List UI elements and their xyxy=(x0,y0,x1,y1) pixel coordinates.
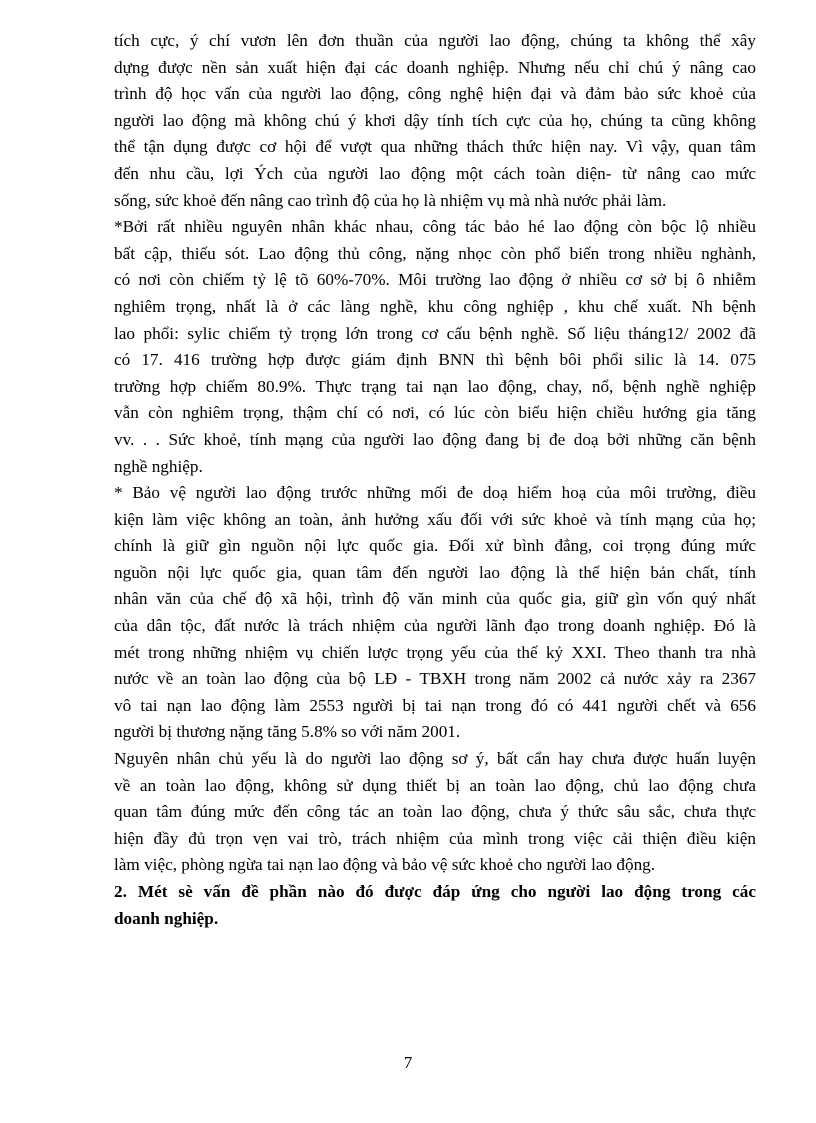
text-line: làm việc, phòng ngừa tai nạn lao động và bảo vệ sức khoẻ cho người lao động. xyxy=(114,855,656,875)
text-line: Nguyên nhân chủ yếu là do người lao động sơ ý, bất cẩn hay chưa được huấn luyện xyxy=(114,749,756,769)
heading-line: doanh nghiệp. xyxy=(114,908,219,928)
paragraph-4 xyxy=(114,746,756,879)
text-line: trình độ học vấn của người lao động, công nghệ hiện đại và đảm bảo sức khoẻ của xyxy=(114,84,756,104)
text-line: của dân tộc, đất nước là trách nhiệm của người lãnh đạo trong doanh nghiệp. Đó là xyxy=(114,616,756,636)
text-line: nguồn nội lực quốc gia, quan tâm đến người lao động là thể hiện bản chất, tính xyxy=(114,562,756,582)
text-line: có 17. 416 trường hợp được giám định BNN thì bệnh bôi phổi silic là 14. 075 xyxy=(114,350,756,370)
text-line: vô tai nạn lao động làm 2553 người bị tai nạn trong đó có 441 người chết và 656 xyxy=(114,695,756,715)
text-line: nghề nghiệp. xyxy=(114,456,203,476)
page-number: 7 xyxy=(403,1053,413,1072)
text-line: kiện làm việc không an toàn, ảnh hưởng xấu đối với sức khoẻ và tính mạng của họ; xyxy=(114,509,756,529)
text-line: sống, sức khoẻ đến nâng cao trình độ của họ là nhiệm vụ mà nhà nước phải làm. xyxy=(114,190,667,210)
text-line: nhân văn của chế độ xã hội, trình độ văn minh của quốc gia, giữ gìn vốn quý nhất xyxy=(114,589,756,609)
text-line: nước về an toàn lao động của bộ LĐ - TBXH trong năm 2002 cả nước xảy ra 2367 xyxy=(114,669,756,689)
text-line: bất cập, thiếu sót. Lao động thủ công, nặng nhọc còn phổ biến trong nhiều nghành, xyxy=(114,243,756,263)
heading-line: 2. Mét sè vấn đề phần nào đó được đáp ứng cho người lao động trong các xyxy=(114,882,756,901)
text-line: vẫn còn nghiêm trọng, thậm chí có nơi, có lúc còn biểu hiện chiều hướng gia tăng xyxy=(114,403,756,423)
section-heading xyxy=(114,879,756,932)
text-line: *Bởi rất nhiều nguyên nhân khác nhau, công tác bảo hé lao động còn bộc lộ nhiều xyxy=(114,217,756,237)
text-line: * Bảo vệ người lao động trước những mối đe doạ hiểm hoạ của môi trường, điều xyxy=(114,483,756,503)
text-line: có nơi còn chiếm tỷ lệ tõ 60%-70%. Môi trường lao động ở nhiều cơ sở bị ô nhiễm xyxy=(114,270,756,290)
text-line: thể tận dụng được cơ hội để vượt qua những thách thức hiện nay. Vì vậy, quan tâm xyxy=(114,137,756,157)
text-line: dựng được nền sản xuất hiện đại các doanh nghiệp. Nhưng nếu chỉ chú ý nâng cao xyxy=(114,57,756,77)
text-line: vv. . . Sức khoẻ, tính mạng của người lao động đang bị đe doạ bởi những căn bệnh xyxy=(114,429,756,449)
text-line: người bị thương nặng tăng 5.8% so với năm 2001. xyxy=(114,722,461,742)
text-line: trường hợp chiếm 80.9%. Thực trạng tai nạn lao động, chay, nổ, bệnh nghề nghiệp xyxy=(114,376,756,396)
text-line: quan tâm đúng mức đến công tác an toàn lao động, chưa ý thức sâu sắc, chưa thực xyxy=(114,802,756,822)
text-line: hiện đầy đủ trọn vẹn vai trò, trách nhiệm của mình trong việc cải thiện điều kiện xyxy=(114,828,756,848)
page-body xyxy=(114,28,756,932)
text-line: chính là giữ gìn nguồn nội lực quốc gia. Đối xử bình đẳng, coi trọng đúng mức xyxy=(114,536,756,556)
text-line: đến nhu cầu, lợi Ých của người lao động một cách toàn diện- từ nâng cao mức xyxy=(114,163,756,183)
text-line: mét trong những nhiệm vụ chiến lược trọng yếu của thế kỷ XXI. Theo thanh tra nhà xyxy=(114,642,756,662)
paragraph-3 xyxy=(114,480,756,746)
text-line: nghiêm trọng, nhất là ở các làng nghề, khu công nghiệp , khu chế xuất. Nh bệnh xyxy=(114,296,756,316)
text-line: về an toàn lao động, không sử dụng thiết bị an toàn lao động, chủ lao động chưa xyxy=(114,775,756,795)
text-line: lao phổi: sylic chiếm tỷ trọng lớn trong cơ cấu bệnh nghề. Số liệu tháng12/ 2002 đã xyxy=(114,323,756,343)
text-line: tích cực, ý chí vươn lên đơn thuần của người lao động, chúng ta không thể xây xyxy=(114,31,756,50)
text-line: người lao động mà không chú ý khơi dậy tính tích cực của họ, chúng ta cũng không xyxy=(114,110,756,130)
paragraph-1 xyxy=(114,28,756,214)
paragraph-2 xyxy=(114,214,756,480)
